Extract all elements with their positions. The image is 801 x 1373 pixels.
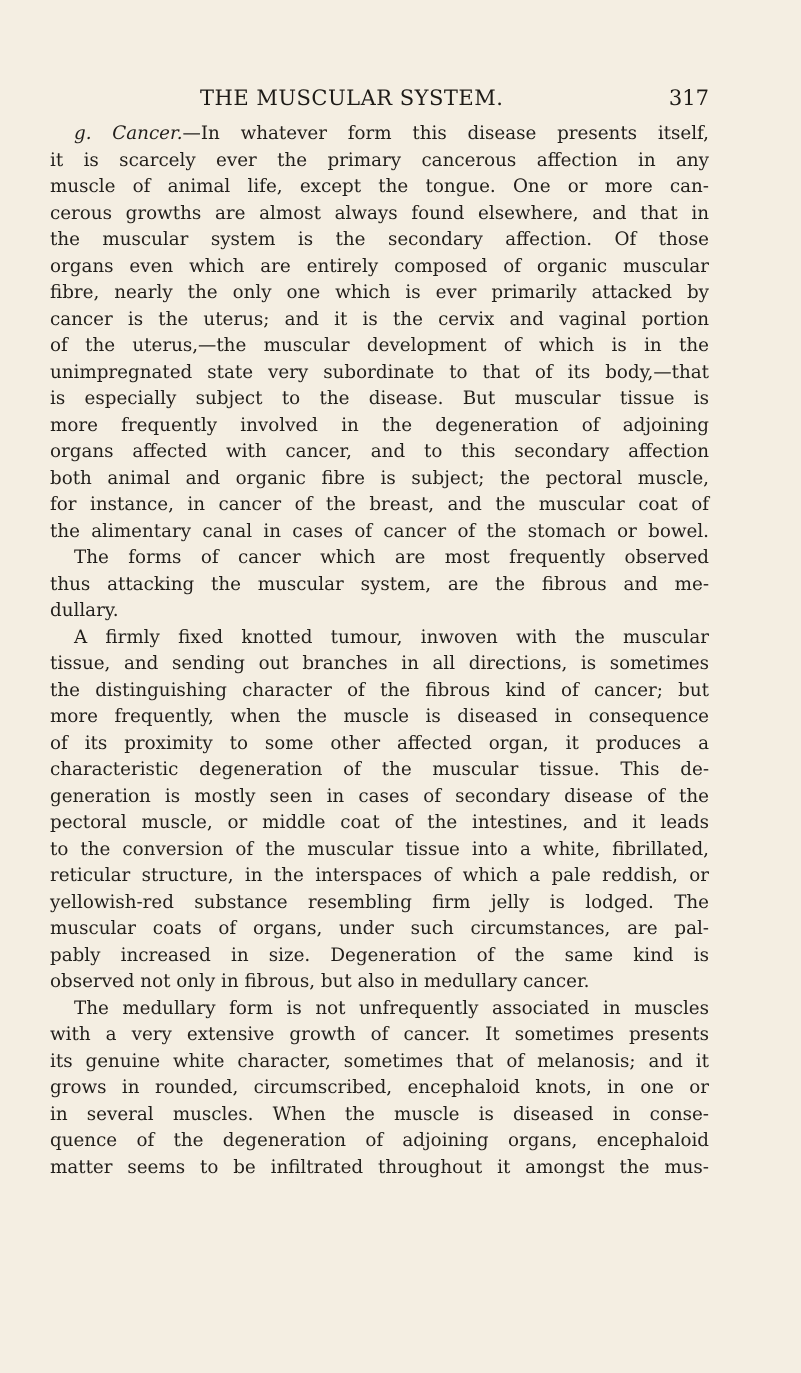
text-line: with a very extensive growth of cancer. It sometimes presents xyxy=(50,1024,709,1045)
text-line: the alimentary canal in cases of cancer of the stomach or bowel. xyxy=(50,520,709,542)
text-line: yellowish-red substance resembling firm jelly is lodged. The xyxy=(50,891,709,913)
text-line: cerous growths are almost always found elsewhere, and that in xyxy=(50,202,709,224)
text-line: dullary. xyxy=(50,600,119,621)
text-line: generation is mostly seen in cases of secondary disease of the xyxy=(50,785,709,807)
text-line: A firmly fixed knotted tumour, inwoven with the muscular xyxy=(74,626,709,648)
body-text xyxy=(50,121,709,1181)
text-line: pably increased in size. Degeneration of the same kind is xyxy=(50,944,709,966)
text-line: is especially subject to the disease. But muscular tissue is xyxy=(50,388,709,409)
text-line: organs affected with cancer, and to this secondary affection xyxy=(50,441,709,462)
text-line: its genuine white character, sometimes that of melanosis; and it xyxy=(50,1050,709,1072)
text-line: more frequently, when the muscle is diseased in consequence xyxy=(50,706,709,727)
text-line: muscle of animal life, except the tongue. One or more can- xyxy=(50,176,709,197)
text-line: The medullary form is not unfrequently associated in muscles xyxy=(74,997,709,1019)
section-heading: g. Cancer. xyxy=(74,123,183,144)
text-line: to the conversion of the muscular tissue into a white, fibrillated, xyxy=(50,838,709,860)
text-line: in several muscles. When the muscle is diseased in conse- xyxy=(50,1103,709,1125)
text-line: g. Cancer.—In whatever form this disease presents itself, xyxy=(74,123,709,144)
text-line: both animal and organic fibre is subject; the pectoral muscle, xyxy=(50,467,709,489)
page-number: 317 xyxy=(668,86,709,110)
text-line: quence of the degeneration of adjoining organs, encephaloid xyxy=(50,1130,709,1151)
text-line: characteristic degeneration of the muscular tissue. This de- xyxy=(50,759,709,780)
text-line: cancer is the uterus; and it is the cervix and vaginal portion xyxy=(50,308,709,330)
page-header xyxy=(50,86,709,116)
text-line: of its proximity to some other affected organ, it produces a xyxy=(50,732,709,754)
text-line: observed not only in fibrous, but also in medullary cancer. xyxy=(50,971,590,992)
text-line: tissue, and sending out branches in all directions, is sometimes xyxy=(50,653,709,674)
text-line: it is scarcely ever the primary cancerous affection in any xyxy=(50,149,709,171)
text-line: The forms of cancer which are most frequently observed xyxy=(74,547,709,568)
text-line: thus attacking the muscular system, are the fibrous and me- xyxy=(50,573,709,595)
text-line: muscular coats of organs, under such circumstances, are pal- xyxy=(50,918,709,939)
running-title: THE MUSCULAR SYSTEM. xyxy=(200,86,504,110)
text-line: more frequently involved in the degeneration of adjoining xyxy=(50,414,709,436)
text-line: organs even which are entirely composed of organic muscular xyxy=(50,255,709,277)
text-line: the muscular system is the secondary affection. Of those xyxy=(50,229,709,250)
text-line: pectoral muscle, or middle coat of the intestines, and it leads xyxy=(50,812,709,833)
text-line: the distinguishing character of the fibrous kind of cancer; but xyxy=(50,679,709,701)
text-line: of the uterus,—the muscular development of which is in the xyxy=(50,335,709,356)
text-line: unimpregnated state very subordinate to that of its body,—that xyxy=(50,361,709,383)
text-line: matter seems to be infiltrated throughout it amongst the mus- xyxy=(50,1156,709,1178)
text-line: for instance, in cancer of the breast, and the muscular coat of xyxy=(50,494,709,515)
text-line: reticular structure, in the interspaces of which a pale reddish, or xyxy=(50,865,709,886)
text-line: grows in rounded, circumscribed, encephaloid knots, in one or xyxy=(50,1077,709,1098)
text-line: fibre, nearly the only one which is ever primarily attacked by xyxy=(50,282,709,303)
